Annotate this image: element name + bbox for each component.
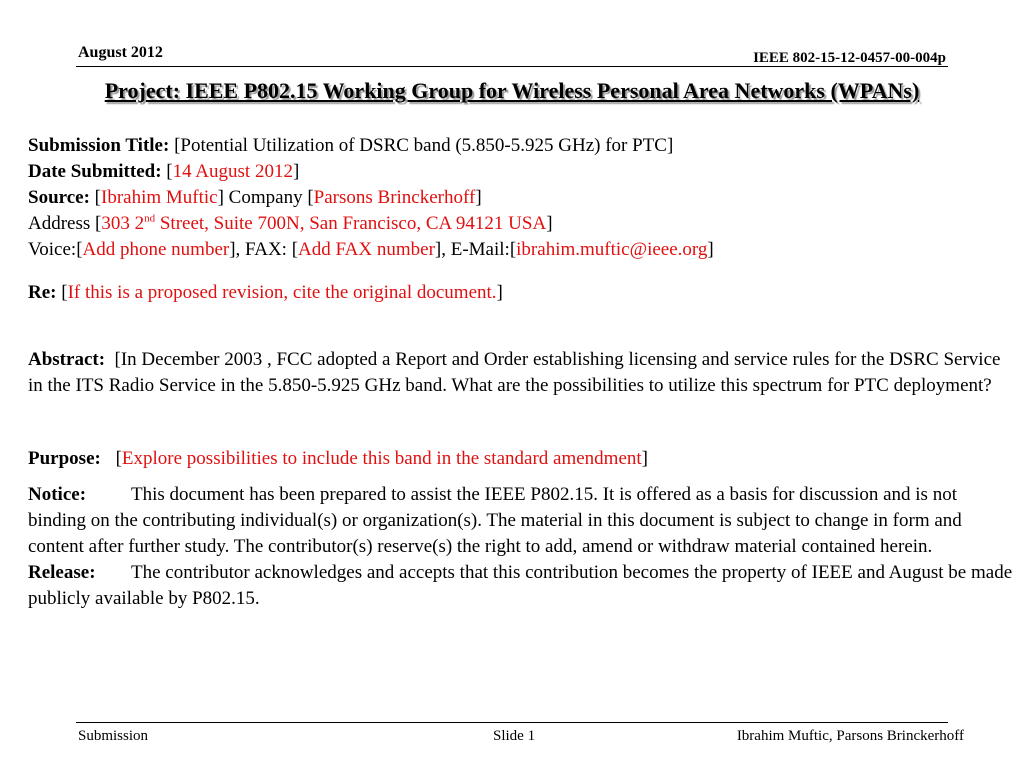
bracket-close: ]: [546, 213, 553, 234]
abstract-text: [In December 2003 , FCC adopted a Report and Order establishing licensing and service rules for the DSRC Service in the ITS Radio Service in the 5.850-5.925 GHz band. What are the possibilities to utilize this spectrum for PTC deployment?: [28, 349, 1001, 396]
fax-value: Add FAX number: [298, 239, 435, 260]
bracket-close: ]: [707, 239, 714, 260]
address-street: Street, Suite 700N, San Francisco, CA 94121 USA: [155, 213, 547, 234]
submission-title-label: Submission Title:: [28, 135, 170, 156]
notice-release-block: [28, 482, 1016, 612]
contact-line: [28, 237, 1016, 263]
email-value: ibrahim.muftic@ieee.org: [516, 239, 708, 260]
submission-title-line: [28, 133, 1016, 159]
bracket-close: ]: [496, 282, 503, 303]
header-doc-number: IEEE 802-15-12-0457-00-004p: [753, 50, 946, 66]
re-label: Re:: [28, 282, 57, 303]
footer-submission: Submission: [78, 728, 149, 744]
submission-block: [28, 133, 1016, 263]
fax-label: ], FAX: [: [229, 239, 299, 260]
footer-author: Ibrahim Muftic, Parsons Brinckerhoff: [736, 728, 964, 744]
notice-label: Notice:: [28, 484, 87, 505]
company-label: ] Company [: [217, 187, 314, 208]
header-rule: [76, 66, 948, 67]
purpose-value: Explore possibilities to include this band in the standard amendment: [121, 448, 642, 469]
bracket-close: ]: [475, 187, 482, 208]
bracket-open: [: [61, 282, 68, 303]
address-value: [101, 213, 546, 234]
date-submitted-value: 14 August 2012: [172, 161, 293, 182]
page-title: Project: IEEE P802.15 Working Group for Wireless Personal Area Networks (WPANs): [104, 78, 920, 103]
release-label: Release:: [28, 562, 96, 583]
abstract-paragraph: [28, 347, 1016, 399]
address-line: [28, 211, 1016, 237]
email-label: ], E-Mail:[: [434, 239, 517, 260]
bracket-open: [: [115, 448, 122, 469]
bracket-close: ]: [292, 161, 300, 182]
address-label: Address [: [28, 213, 102, 234]
date-submitted-line: [28, 159, 1016, 185]
notice-paragraph: [28, 482, 1016, 560]
bracket-open: [: [166, 161, 173, 182]
purpose-line: [28, 446, 1016, 472]
bracket-open: [: [94, 187, 101, 208]
footer-slide-number: Slide 1: [493, 728, 536, 744]
abstract-label: Abstract:: [28, 349, 106, 370]
voice-label: Voice:[: [28, 239, 83, 260]
address-number: 303 2: [101, 213, 145, 234]
source-name: Ibrahim Muftic: [101, 187, 218, 208]
address-superscript: nd: [144, 212, 156, 225]
header-date: August 2012: [78, 44, 163, 61]
submission-title-value: [Potential Utilization of DSRC band (5.850-5.925 GHz) for PTC]: [174, 135, 674, 156]
voice-value: Add phone number: [82, 239, 230, 260]
source-line: [28, 185, 1016, 211]
footer-rule: [76, 722, 948, 723]
purpose-label: Purpose:: [28, 448, 101, 469]
re-value: If this is a proposed revision, cite the original document.: [67, 282, 497, 303]
source-label: Source:: [28, 187, 90, 208]
re-line: [28, 280, 1016, 306]
notice-text: This document has been prepared to assist the IEEE P802.15. It is offered as a basis for discussion and is not binding on the contributing individual(s) or organization(s). The material in this document is subject to change in form and content after further study. The contributor(s) reserve(s) the right to add, amend or withdraw material contained herein.: [28, 484, 962, 557]
release-paragraph: [28, 560, 1016, 612]
source-company: Parsons Brinckerhoff: [313, 187, 476, 208]
date-submitted-label: Date Submitted:: [28, 161, 162, 182]
bracket-close: ]: [641, 448, 648, 469]
release-text: The contributor acknowledges and accepts that this contribution becomes the property of IEEE and August be made publicly available by P802.15.: [28, 562, 1013, 609]
